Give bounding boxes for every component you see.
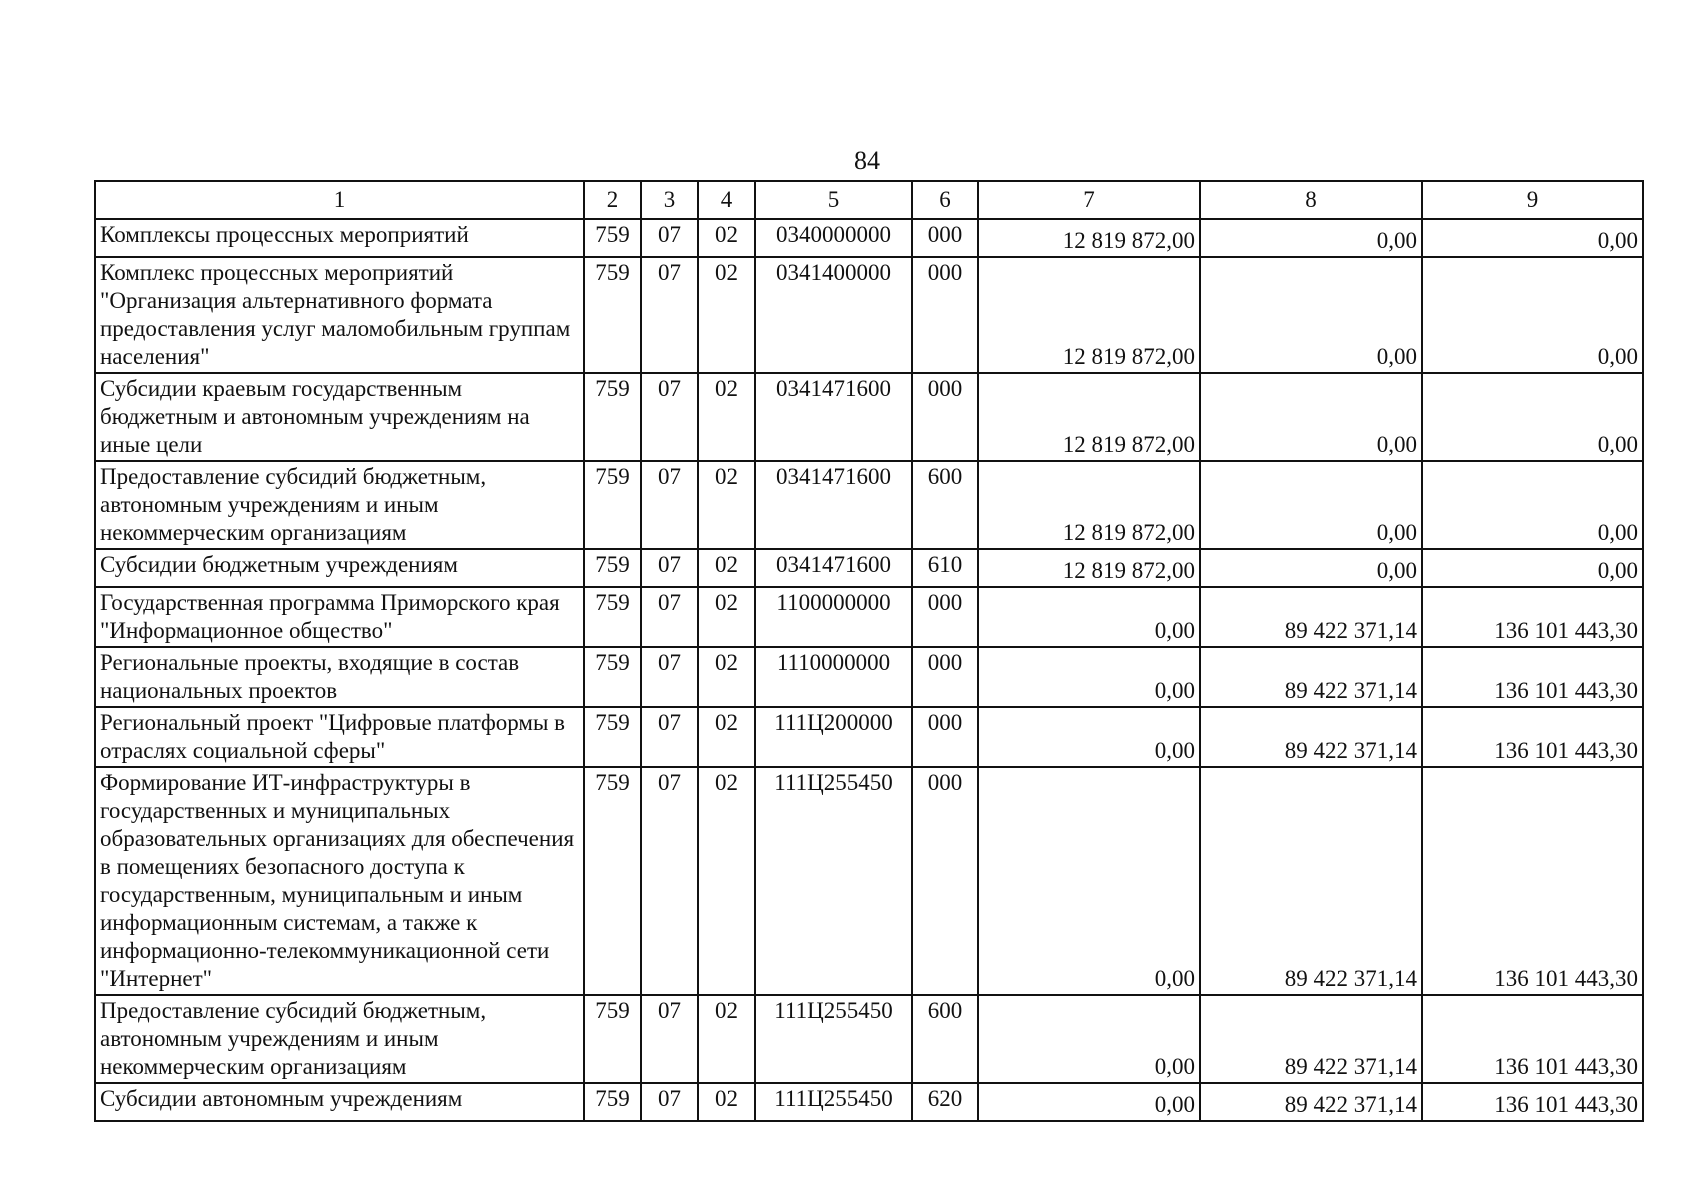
row-name: Предоставление субсидий бюджетным, автономным учреждениям и иным некоммерческим организациям <box>95 995 584 1083</box>
header-cell-1: 1 <box>95 181 584 219</box>
row-code-6: 000 <box>912 767 978 995</box>
row-amount-9: 136 101 443,30 <box>1422 995 1643 1083</box>
row-amount-9: 0,00 <box>1422 549 1643 587</box>
row-code-4: 02 <box>698 995 755 1083</box>
header-cell-4: 4 <box>698 181 755 219</box>
row-code-2: 759 <box>584 257 641 373</box>
row-code-4: 02 <box>698 373 755 461</box>
row-code-5: 0341471600 <box>755 461 912 549</box>
row-name: Комплексы процессных мероприятий <box>95 219 584 257</box>
row-code-2: 759 <box>584 1083 641 1121</box>
row-amount-7: 12 819 872,00 <box>978 257 1200 373</box>
row-name: Государственная программа Приморского края "Информационное общество" <box>95 587 584 647</box>
header-cell-2: 2 <box>584 181 641 219</box>
row-code-5: 0341471600 <box>755 373 912 461</box>
row-name: Региональные проекты, входящие в состав национальных проектов <box>95 647 584 707</box>
row-code-3: 07 <box>641 587 698 647</box>
row-name: Региональный проект "Цифровые платформы в отраслях социальной сферы" <box>95 707 584 767</box>
table-row <box>95 257 1643 373</box>
row-name: Субсидии автономным учреждениям <box>95 1083 584 1121</box>
row-amount-8: 89 422 371,14 <box>1200 995 1422 1083</box>
row-code-5: 0341400000 <box>755 257 912 373</box>
table-body <box>95 219 1643 1121</box>
row-code-5: 111Ц255450 <box>755 1083 912 1121</box>
row-amount-7: 0,00 <box>978 707 1200 767</box>
row-code-2: 759 <box>584 587 641 647</box>
row-amount-9: 136 101 443,30 <box>1422 767 1643 995</box>
row-code-6: 000 <box>912 707 978 767</box>
row-amount-8: 0,00 <box>1200 219 1422 257</box>
row-code-4: 02 <box>698 461 755 549</box>
row-code-3: 07 <box>641 767 698 995</box>
row-code-5: 0340000000 <box>755 219 912 257</box>
row-amount-8: 0,00 <box>1200 461 1422 549</box>
row-code-5: 111Ц255450 <box>755 995 912 1083</box>
row-amount-7: 0,00 <box>978 587 1200 647</box>
table-row <box>95 219 1643 257</box>
row-name: Формирование ИТ-инфраструктуры в государственных и муниципальных образовательных организациях для обеспечения в помещениях безопасного доступа к государственным, муниципальным и иным информационным системам, а также к информационно-телекоммуникационной сети "Интернет" <box>95 767 584 995</box>
row-amount-8: 0,00 <box>1200 257 1422 373</box>
header-cell-7: 7 <box>978 181 1200 219</box>
row-code-4: 02 <box>698 1083 755 1121</box>
row-amount-8: 89 422 371,14 <box>1200 767 1422 995</box>
row-code-3: 07 <box>641 461 698 549</box>
table-row <box>95 647 1643 707</box>
row-code-5: 1100000000 <box>755 587 912 647</box>
row-code-6: 000 <box>912 587 978 647</box>
row-name: Комплекс процессных мероприятий "Организация альтернативного формата предоставления услуг маломобильным группам населения" <box>95 257 584 373</box>
row-code-3: 07 <box>641 707 698 767</box>
row-code-3: 07 <box>641 1083 698 1121</box>
row-code-4: 02 <box>698 707 755 767</box>
row-code-4: 02 <box>698 647 755 707</box>
row-amount-7: 12 819 872,00 <box>978 219 1200 257</box>
row-amount-7: 0,00 <box>978 995 1200 1083</box>
row-amount-9: 136 101 443,30 <box>1422 647 1643 707</box>
row-amount-9: 0,00 <box>1422 219 1643 257</box>
row-amount-7: 0,00 <box>978 1083 1200 1121</box>
row-code-6: 000 <box>912 373 978 461</box>
table-row <box>95 995 1643 1083</box>
row-amount-9: 0,00 <box>1422 257 1643 373</box>
row-code-5: 111Ц255450 <box>755 767 912 995</box>
row-code-5: 111Ц200000 <box>755 707 912 767</box>
row-amount-8: 0,00 <box>1200 373 1422 461</box>
header-cell-5: 5 <box>755 181 912 219</box>
row-code-6: 000 <box>912 219 978 257</box>
header-cell-9: 9 <box>1422 181 1643 219</box>
row-code-2: 759 <box>584 767 641 995</box>
row-amount-8: 0,00 <box>1200 549 1422 587</box>
row-code-5: 1110000000 <box>755 647 912 707</box>
row-amount-8: 89 422 371,14 <box>1200 587 1422 647</box>
table-row <box>95 1083 1643 1121</box>
row-code-6: 610 <box>912 549 978 587</box>
row-amount-9: 136 101 443,30 <box>1422 1083 1643 1121</box>
row-code-6: 000 <box>912 647 978 707</box>
page-number: 84 <box>854 146 880 175</box>
header-row <box>95 181 1643 219</box>
row-code-2: 759 <box>584 461 641 549</box>
table-row <box>95 587 1643 647</box>
table-row <box>95 373 1643 461</box>
row-code-4: 02 <box>698 257 755 373</box>
table-row <box>95 549 1643 587</box>
header-cell-6: 6 <box>912 181 978 219</box>
row-code-2: 759 <box>584 647 641 707</box>
row-amount-9: 0,00 <box>1422 373 1643 461</box>
row-code-4: 02 <box>698 549 755 587</box>
row-amount-7: 0,00 <box>978 767 1200 995</box>
row-code-2: 759 <box>584 995 641 1083</box>
row-amount-7: 12 819 872,00 <box>978 373 1200 461</box>
row-code-3: 07 <box>641 257 698 373</box>
row-amount-8: 89 422 371,14 <box>1200 707 1422 767</box>
row-code-3: 07 <box>641 549 698 587</box>
row-amount-7: 12 819 872,00 <box>978 549 1200 587</box>
row-amount-7: 0,00 <box>978 647 1200 707</box>
row-code-2: 759 <box>584 549 641 587</box>
budget-table <box>94 180 1644 1122</box>
row-amount-8: 89 422 371,14 <box>1200 1083 1422 1121</box>
row-code-3: 07 <box>641 995 698 1083</box>
row-code-4: 02 <box>698 767 755 995</box>
row-code-6: 620 <box>912 1083 978 1121</box>
row-code-6: 600 <box>912 995 978 1083</box>
row-amount-8: 89 422 371,14 <box>1200 647 1422 707</box>
row-code-6: 600 <box>912 461 978 549</box>
row-code-4: 02 <box>698 587 755 647</box>
row-name: Субсидии бюджетным учреждениям <box>95 549 584 587</box>
row-amount-7: 12 819 872,00 <box>978 461 1200 549</box>
row-code-2: 759 <box>584 707 641 767</box>
row-code-3: 07 <box>641 647 698 707</box>
row-code-3: 07 <box>641 219 698 257</box>
row-code-2: 759 <box>584 219 641 257</box>
row-amount-9: 0,00 <box>1422 461 1643 549</box>
table-row <box>95 707 1643 767</box>
table-header <box>95 181 1643 219</box>
table-row <box>95 461 1643 549</box>
row-name: Предоставление субсидий бюджетным, автономным учреждениям и иным некоммерческим организациям <box>95 461 584 549</box>
table-row <box>95 767 1643 995</box>
row-code-3: 07 <box>641 373 698 461</box>
row-amount-9: 136 101 443,30 <box>1422 707 1643 767</box>
row-amount-9: 136 101 443,30 <box>1422 587 1643 647</box>
row-code-2: 759 <box>584 373 641 461</box>
header-cell-3: 3 <box>641 181 698 219</box>
row-code-4: 02 <box>698 219 755 257</box>
row-code-6: 000 <box>912 257 978 373</box>
row-code-5: 0341471600 <box>755 549 912 587</box>
row-name: Субсидии краевым государственным бюджетным и автономным учреждениям на иные цели <box>95 373 584 461</box>
header-cell-8: 8 <box>1200 181 1422 219</box>
